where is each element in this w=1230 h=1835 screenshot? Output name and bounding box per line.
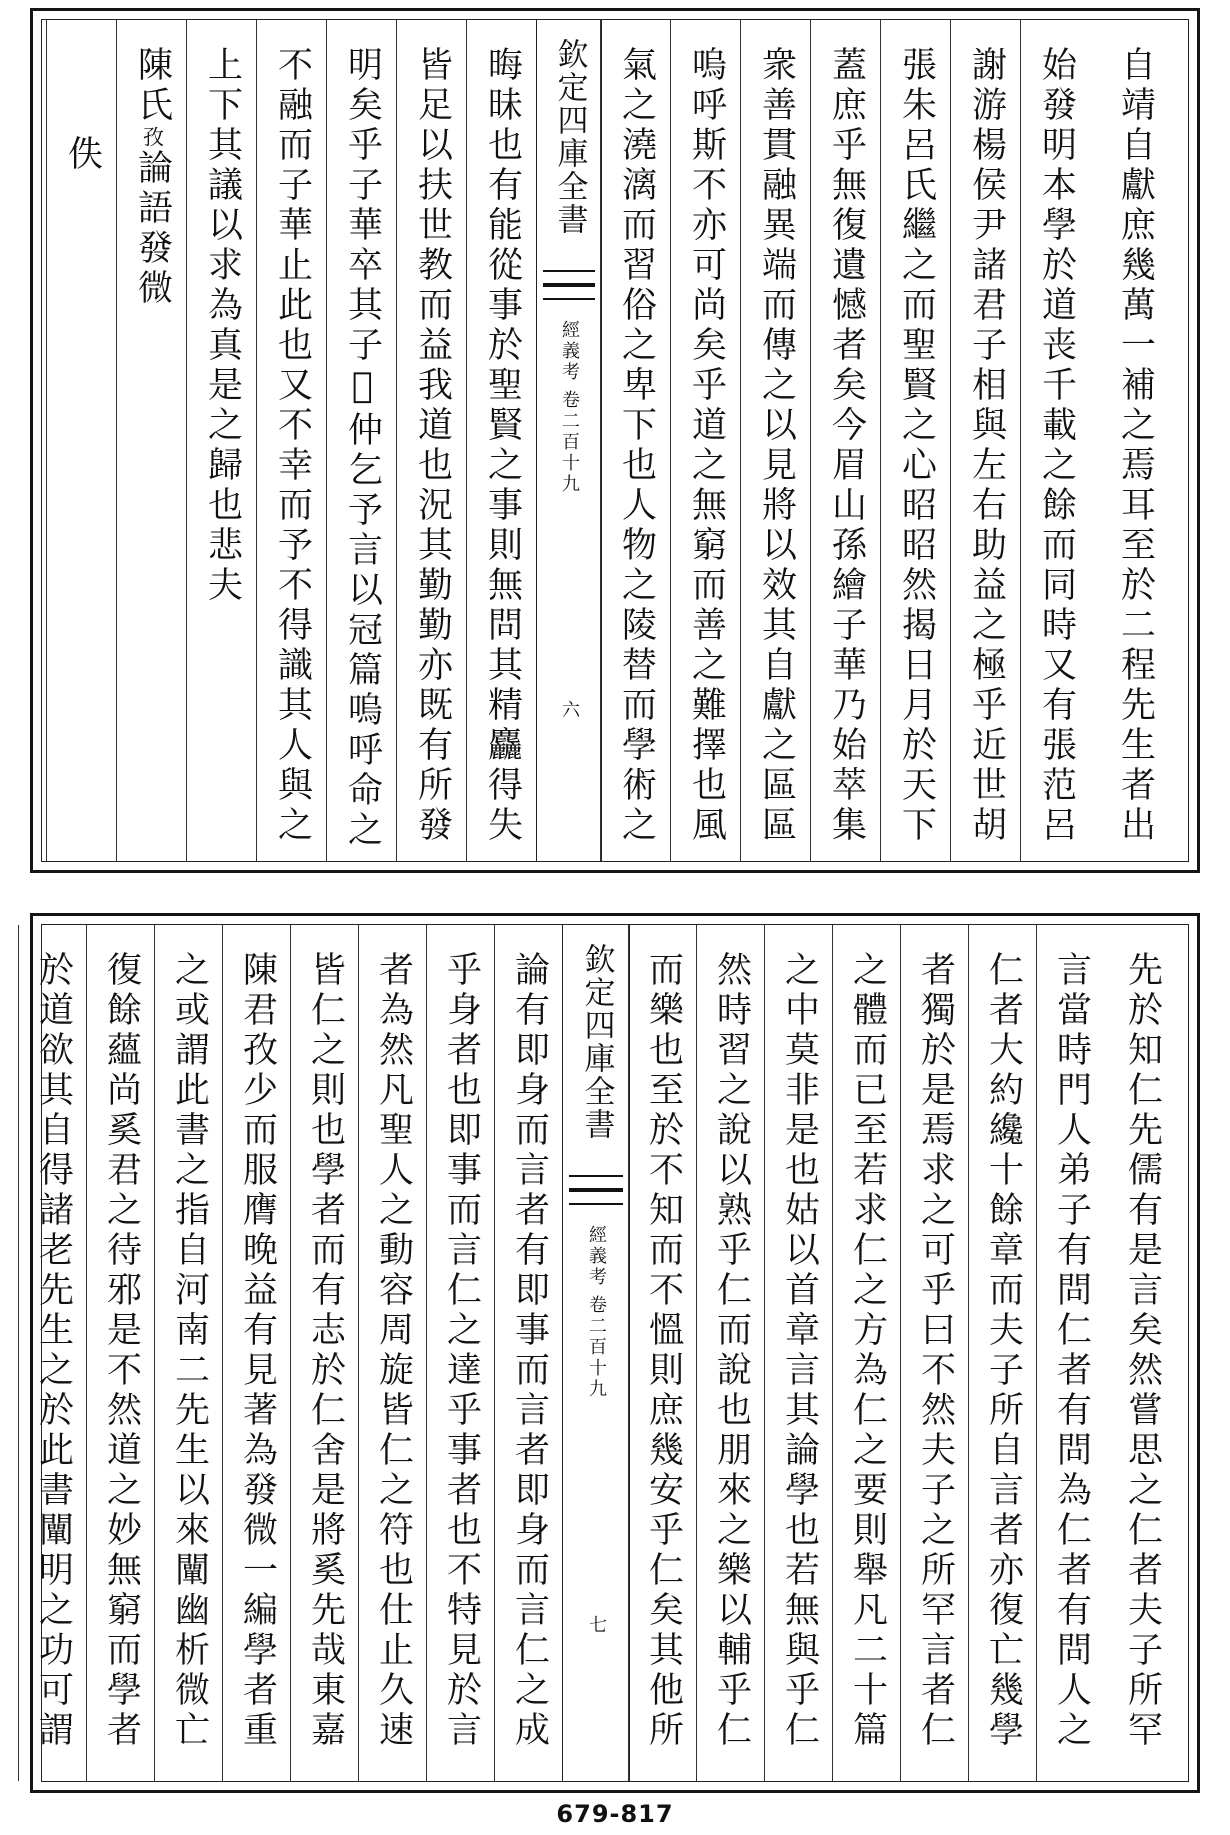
column-text: 謝游楊侯尹諸君子相與左右助益之極乎近世胡: [966, 46, 1007, 846]
book-title: 經義考: [559, 320, 580, 383]
text-column: [832, 925, 901, 1781]
text-column: [326, 20, 397, 861]
center-volume: [537, 390, 601, 495]
text-column: [1104, 925, 1180, 1781]
text-column: [1020, 20, 1091, 861]
page-number: 七: [586, 1615, 607, 1638]
text-column: [290, 925, 359, 1781]
text-column: [764, 925, 833, 1781]
text-column: [600, 20, 671, 861]
column-text: 不融而子華止此也又不幸而予不得識其人與之: [272, 46, 313, 846]
text-column: [696, 925, 765, 1781]
center-subtitle: [563, 1225, 629, 1288]
text-column-empty: [0, 20, 47, 861]
text-column: [740, 20, 811, 861]
text-column: [186, 20, 257, 861]
center-subtitle: [537, 320, 601, 383]
column-text: 張朱呂氏繼之而聖賢之心昭昭然揭日月於天下: [896, 46, 937, 846]
text-column: [116, 20, 187, 861]
text-column: [358, 925, 427, 1781]
text-column: [256, 20, 327, 861]
column-text: 仁者大約纔十餘章而夫子所自言者亦復亡幾學: [983, 951, 1024, 1751]
author-name: 陳氏: [132, 46, 173, 126]
text-column: [396, 20, 467, 861]
column-text: 而樂也至於不知而不慍則庶幾安乎仁矣其他所: [643, 951, 684, 1751]
page-footer-number: 679-817: [556, 1800, 674, 1828]
column-text: 晦昧也有能從事於聖賢之事則無問其精麤得失: [482, 46, 523, 846]
page-number: 六: [559, 700, 580, 723]
column-text: 蓋庶乎無復遺憾者矣今眉山孫繪子華乃始萃集: [826, 46, 867, 846]
column-text: 之或謂此書之指自河南二先生以來闡幽析微亡: [169, 951, 210, 1751]
lower-page: [30, 913, 1200, 1793]
column-text: 論有即身而言者有即事而言者即身而言仁之成: [509, 951, 550, 1751]
upper-page-frame: [41, 19, 1189, 862]
column-text: 復餘蘊尚奚君之待邪是不然道之妙無窮而學者: [101, 951, 142, 1751]
text-column: [900, 925, 969, 1781]
column-text: 者獨於是焉求之可乎曰不然夫子之所罕言者仁: [915, 951, 956, 1751]
fishtail-mark: [569, 1175, 623, 1205]
column-text: 先於知仁先儒有是言矣然嘗思之仁者夫子所罕: [1122, 951, 1163, 1751]
volume-label: 卷二百十九: [559, 390, 580, 495]
text-column: [950, 20, 1021, 861]
column-text: 衆善貫融異端而傳之以見將以效其自獻之區區: [756, 46, 797, 846]
volume-label: 卷二百十九: [586, 1295, 607, 1400]
text-column: [18, 925, 87, 1781]
column-text: 皆仁之則也學者而有志於仁舍是將奚先哉東嘉: [305, 951, 346, 1751]
collection-title: 欽定四庫全書: [551, 38, 588, 236]
center-page-number: [537, 700, 601, 723]
column-text: 於道欲其自得諸老先生之於此書闡明之功可謂: [33, 951, 74, 1751]
status-text: 佚: [62, 135, 103, 175]
column-text: 嗚呼斯不亦可尚矣乎道之無窮而善之難擇也風: [686, 46, 727, 846]
upper-page: [30, 8, 1200, 873]
column-text: 言當時門人弟子有問仁者有問為仁者有問人之: [1051, 951, 1092, 1751]
text-column: [968, 925, 1037, 1781]
center-fold-column: [536, 20, 602, 861]
column-text: 始發明本學於道丧千載之餘而同時又有張范呂: [1036, 46, 1077, 846]
column-text: 之中莫非是也姑以首章言其論學也若無與乎仁: [779, 951, 820, 1751]
column-text: 皆足以扶世教而益我道也況其勤勤亦既有所發: [412, 46, 453, 846]
text-column: [154, 925, 223, 1781]
fishtail-mark: [543, 270, 595, 300]
column-text: 自靖自獻庶幾萬一補之焉耳至於二程先生者出: [1115, 46, 1156, 846]
column-text: 明矣乎子華卒其子𥞤仲乞予言以冠篇嗚呼命之: [342, 46, 383, 851]
collection-title: 欽定四庫全書: [578, 943, 615, 1141]
column-text: 之體而已至若求仁之方為仁之要則舉凡二十篇: [847, 951, 888, 1751]
center-page-number: [563, 1615, 629, 1638]
text-column: [426, 925, 495, 1781]
text-column: [1036, 925, 1105, 1781]
text-column: [222, 925, 291, 1781]
column-text: 乎身者也即事而言仁之達乎事者也不特見於言: [441, 951, 482, 1751]
lower-page-frame: [33, 924, 1189, 1782]
text-column: [1090, 20, 1180, 861]
text-column: [670, 20, 741, 861]
text-column: [86, 925, 155, 1781]
work-title: 論語發微: [132, 149, 173, 309]
center-fold-column: [562, 925, 630, 1781]
center-volume: [563, 1295, 629, 1400]
column-text: 氣之澆漓而習俗之卑下也人物之陵替而學術之: [616, 46, 657, 846]
column-text: 然時習之說以熟乎仁而說也朋來之樂以輔乎仁: [711, 951, 752, 1751]
text-column: [466, 20, 537, 861]
author-note: 孜: [140, 126, 165, 149]
center-title: [537, 30, 601, 236]
text-column: [628, 925, 697, 1781]
text-column: [880, 20, 951, 861]
center-title: [563, 935, 629, 1141]
text-column: [810, 20, 881, 861]
column-text: 陳君孜少而服膺晚益有見著為發微一編學者重: [237, 951, 278, 1751]
book-title: 經義考: [586, 1225, 607, 1288]
text-column: [46, 20, 117, 861]
entry-heading: [132, 20, 173, 861]
text-column: [494, 925, 563, 1781]
column-text: 上下其議以求為真是之歸也悲夫: [202, 46, 243, 606]
column-text: 者為然凡聖人之動容周旋皆仁之符也仕止久速: [373, 951, 414, 1751]
